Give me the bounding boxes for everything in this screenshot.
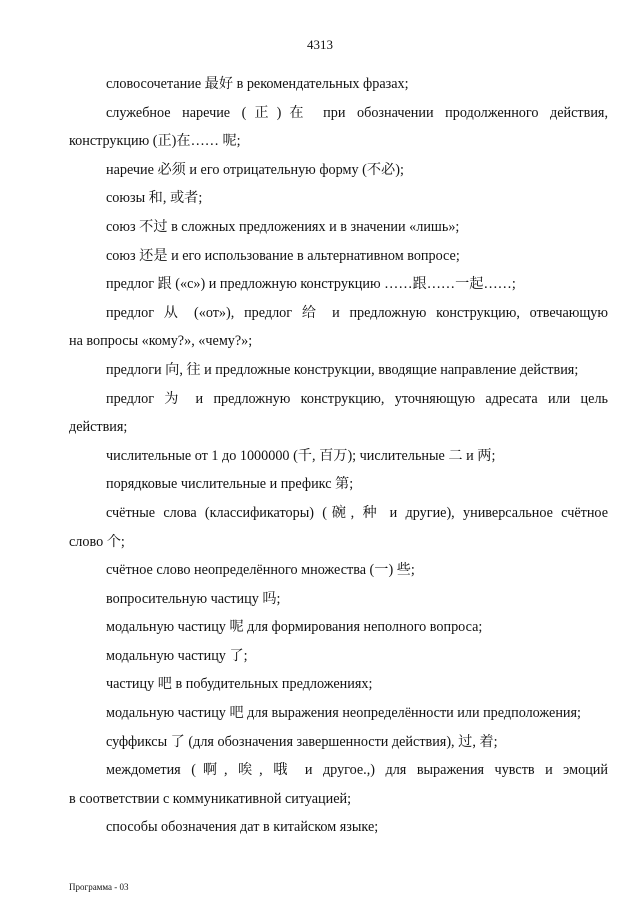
text-line: союзы 和, 或者;	[106, 190, 203, 207]
text-line: порядковые числительные и префикс 第;	[106, 476, 354, 493]
text-line: действия;	[69, 419, 128, 436]
text-line: числительные от 1 до 1000000 (千, 百万); числительные 二 и 两;	[106, 447, 496, 464]
text-line: предлог 为 и предложную конструкцию, уточняющую адресата или цель	[106, 390, 608, 407]
text-line: конструкцию (正)在…… 呢;	[69, 133, 241, 150]
page-footer: Программа - 03	[69, 882, 129, 892]
text-line: модальную частицу 吧 для выражения неопределённости или предположения;	[106, 705, 581, 722]
text-line: союз 还是 и его использование в альтернативном вопросе;	[106, 247, 460, 264]
text-line: в соответствии с коммуникативной ситуацией;	[69, 790, 352, 807]
text-line: способы обозначения дат в китайском языке;	[106, 819, 379, 836]
page-body	[69, 70, 608, 842]
text-line: предлоги 向, 往 и предложные конструкции, вводящие направление действия;	[106, 361, 579, 378]
text-line: суффиксы 了 (для обозначения завершенности действия), 过, 着;	[106, 733, 498, 750]
text-line: слово 个;	[69, 533, 125, 550]
text-line: частицу 吧 в побудительных предложениях;	[106, 676, 373, 693]
text-line: вопросительную частицу 吗;	[106, 590, 281, 607]
text-line: счётное слово неопределённого множества (一) 些;	[106, 562, 415, 579]
text-line: счётные слова (классификаторы) (碗, 种 и другие), универсальное счётное	[106, 504, 608, 521]
text-line: модальную частицу 呢 для формирования неполного вопроса;	[106, 619, 483, 636]
text-line: междометия (啊, 唉, 哦 и другое.,) для выражения чувств и эмоций	[106, 762, 608, 779]
text-line: предлог 从 («от»), предлог 给 и предложную конструкцию, отвечающую	[106, 304, 608, 321]
text-line: наречие 必须 и его отрицательную форму (不必);	[106, 161, 404, 178]
text-line: модальную частицу 了;	[106, 647, 248, 664]
text-line: словосочетание 最好 в рекомендательных фразах;	[106, 76, 409, 92]
page-number: 4313	[307, 37, 333, 52]
text-line: служебное наречие (正)在 при обозначении продолженного действия,	[106, 104, 608, 121]
text-line: предлог 跟 («с») и предложную конструкцию ……跟……一起……;	[106, 276, 516, 293]
text-line: союз 不过 в сложных предложениях и в значении «лишь»;	[106, 218, 460, 235]
text-line: на вопросы «кому?», «чему?»;	[69, 333, 253, 350]
